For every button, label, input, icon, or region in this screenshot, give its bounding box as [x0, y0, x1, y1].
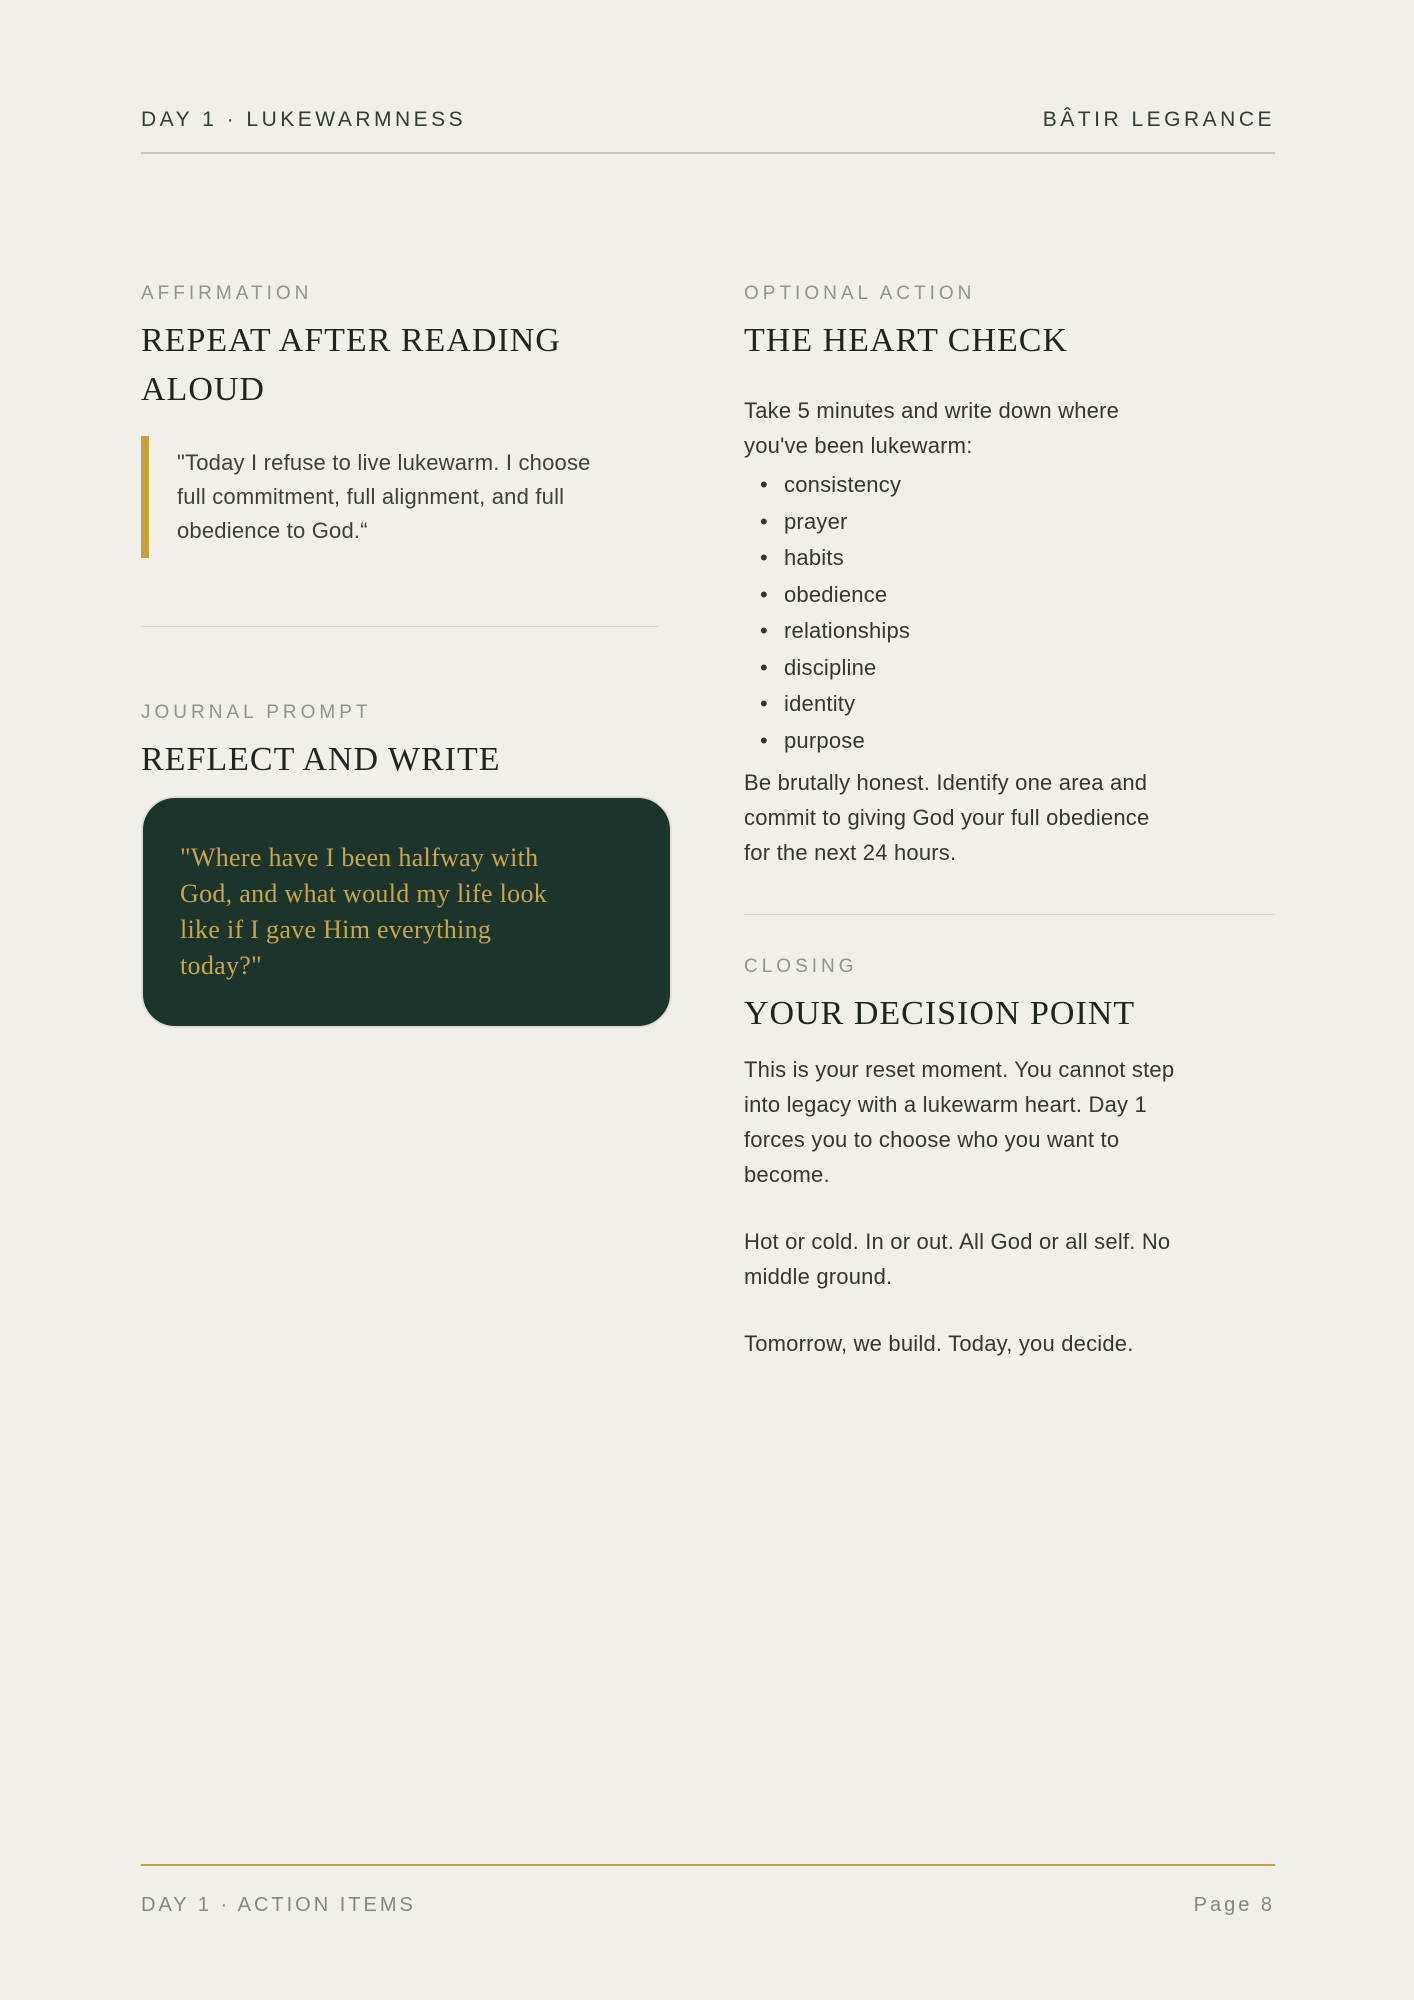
- affirmation-quote-text: "Today I refuse to live lukewarm. I choose full commitment, full alignment, and full obedience to God.“: [177, 450, 591, 543]
- optional-action-label: OPTIONAL ACTION: [744, 283, 976, 304]
- journal-prompt-label: JOURNAL PROMPT: [141, 702, 372, 723]
- list-item: • identity: [760, 686, 1275, 723]
- journal-prompt-card: [141, 796, 672, 1028]
- journal-prompt-text: "Where have I been halfway with God, and what would my life look like if I gave Him everything today?": [180, 843, 548, 980]
- left-column: [141, 154, 672, 1028]
- journal-title: REFLECT AND WRITE: [141, 741, 501, 778]
- heart-check-title: THE HEART CHECK: [744, 322, 1068, 359]
- right-column: [744, 154, 1275, 1361]
- closing-paragraphs: [744, 1052, 1275, 1361]
- affirmation-title: REPEAT AFTER READING ALOUD: [141, 322, 561, 408]
- closing-paragraph: Hot or cold. In or out. All God or all self. No middle ground.: [744, 1229, 1171, 1289]
- footer-section-title: DAY 1 · ACTION ITEMS: [141, 1894, 416, 1916]
- header-day-title: DAY 1 · LUKEWARMNESS: [141, 108, 467, 131]
- closing-paragraph: This is your reset moment. You cannot step into legacy with a lukewarm heart. Day 1 forces you to choose who you want to become.: [744, 1057, 1175, 1187]
- page-header: [141, 0, 1275, 154]
- heart-check-intro: Take 5 minutes and write down where you've been lukewarm:: [744, 398, 1120, 458]
- list-item: • relationships: [760, 613, 1275, 650]
- heart-check-outro: Be brutally honest. Identify one area and commit to giving God your full obedience for the next 24 hours.: [744, 770, 1150, 865]
- list-item: • prayer: [760, 504, 1275, 541]
- closing-title: YOUR DECISION POINT: [744, 995, 1136, 1032]
- closing-paragraph: Tomorrow, we build. Today, you decide.: [744, 1331, 1134, 1356]
- list-item: • purpose: [760, 723, 1275, 760]
- page-footer: [141, 1864, 1275, 1917]
- list-item: • obedience: [760, 577, 1275, 614]
- right-section-divider: [744, 914, 1275, 915]
- list-item: • habits: [760, 540, 1275, 577]
- list-item: • consistency: [760, 467, 1275, 504]
- left-section-divider: [141, 626, 658, 627]
- header-brand: BÂTIR LEGRANCE: [1042, 108, 1275, 131]
- list-item: • discipline: [760, 650, 1275, 687]
- heart-check-list: [744, 467, 1275, 759]
- page-number: Page 8: [1193, 1894, 1275, 1916]
- affirmation-label: AFFIRMATION: [141, 283, 313, 304]
- affirmation-quote-block: [141, 436, 672, 558]
- content-columns: [141, 154, 1275, 1361]
- closing-label: CLOSING: [744, 956, 858, 977]
